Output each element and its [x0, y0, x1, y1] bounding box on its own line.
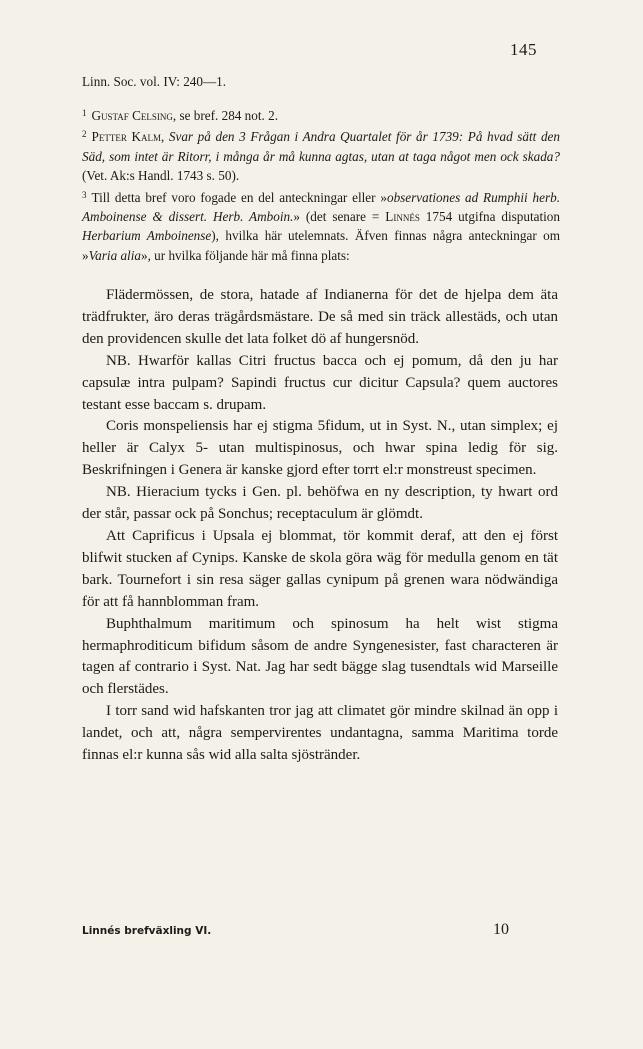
- footnote-text-run: , se bref. 284 not. 2.: [172, 108, 279, 123]
- footnote-text-run: Varia alia: [88, 247, 141, 263]
- footnote-text-run: ), hvilka här utelemnats. Äfven finnas några anteckningar om »: [82, 228, 561, 263]
- footnote-text-run: Gustaf Celsing: [91, 108, 173, 123]
- footnote-text-run: Petter Kalm: [91, 129, 161, 145]
- paragraph-flademossen: Flädermössen, de stora, hatade af Indianerna för det de hjelpa dem äta trädfrukter, äro deras trägårdsmästare. De så med sin träck allestäds, och utan den providencen skulle det lata folket dö af hungersnöd.: [82, 287, 558, 347]
- paragraph-hieracium: NB. Hieracium tycks i Gen. pl. behöfwa en ny description, ty hwart ord der står, passar ock på Sonchus; receptaculum är glömdt.: [82, 484, 558, 523]
- footnote-3: [82, 186, 560, 266]
- footnote-text-run: » (det senare =: [293, 209, 386, 225]
- footnote-number: 3: [82, 189, 87, 200]
- footnote-text-run: observationes ad Rumphii herb. Amboinense & dissert. Herb. Amboin.: [82, 189, 560, 225]
- footnote-text-run: Svar på den 3 Frågan i Andra Quartalet för år 1739: På hvad sätt den Säd, som intet är Ritorr, i många år må kunna agtas, utan at taga något men ock skada?: [82, 129, 560, 164]
- footnote-text-run: Till detta bref voro fogade en del anteckningar eller »: [91, 189, 387, 205]
- footnotes: [82, 104, 560, 265]
- footnote-text-run: Herbarium Amboinense: [82, 228, 212, 244]
- footnote-text-run: (Vet. Ak:s Handl. 1743 s. 50).: [82, 168, 240, 184]
- paragraph-caprificus: Att Caprificus i Upsala ej blommat, tör kommit deraf, att den ej först blifwit stucken af Cynips. Kanske de skola göra wäg för medulla genom en tät bark. Tournefort i sin resa säger gallas cynipum på grenen wara nödwändiga för att få hannblomman fram.: [82, 527, 558, 610]
- footnote-number: 2: [82, 129, 87, 140]
- footnote-text-run: ,: [160, 129, 169, 145]
- main-text: [82, 285, 558, 767]
- paragraph-buphthalmum: Buphthalmum maritimum och spinosum ha helt wist stigma hermaphroditicum bifidum såsom de andre Syngenesister, fast characteren är tagen af contrario i Syst. Nat. Jag har sedt bägge slag tusendtals wid Marseille och flerstädes.: [82, 615, 558, 698]
- footnote-number: 1: [82, 108, 87, 118]
- footnote-2: [82, 125, 560, 185]
- signature-mark: Linnés brefväxling VI.: [82, 925, 212, 937]
- paragraph-coris: Coris monspeliensis har ej stigma 5fidum, ut in Syst. N., utan simplex; ej heller är Calyx 5- utan multispinosus, och hwar spina ledig för sig. Beskrifningen i Genera är kanske gjord efter torrt el:r monstreust specimen.: [82, 418, 558, 479]
- sheet-number: 10: [493, 921, 509, 938]
- header-reference: Linn. Soc. vol. IV: 240—1.: [82, 74, 227, 89]
- footnote-text-run: », ur hvilka följande här må finna plats:: [140, 247, 350, 263]
- footnote-1: [82, 104, 560, 125]
- footnote-text-run: 1754 utgifna disputation: [419, 209, 560, 225]
- paragraph-citri: NB. Hwarför kallas Citri fructus bacca och ej pomum, då den ju har capsulæ intra pulpam? Sapindi fructus cur dicitur Capsula? quem auctores testant esse baccam s. drupam.: [82, 352, 558, 413]
- footnote-text-run: Linnés: [385, 209, 420, 225]
- page-number: 145: [510, 40, 537, 59]
- paragraph-torr-sand: I torr sand wid hafskanten tror jag att climatet gör mindre skilnad än opp i landet, och att, några sempervirentes undantagna, samma Maritima torde finnas el:r kunna sås wid alla salta sjöstränder.: [82, 703, 558, 764]
